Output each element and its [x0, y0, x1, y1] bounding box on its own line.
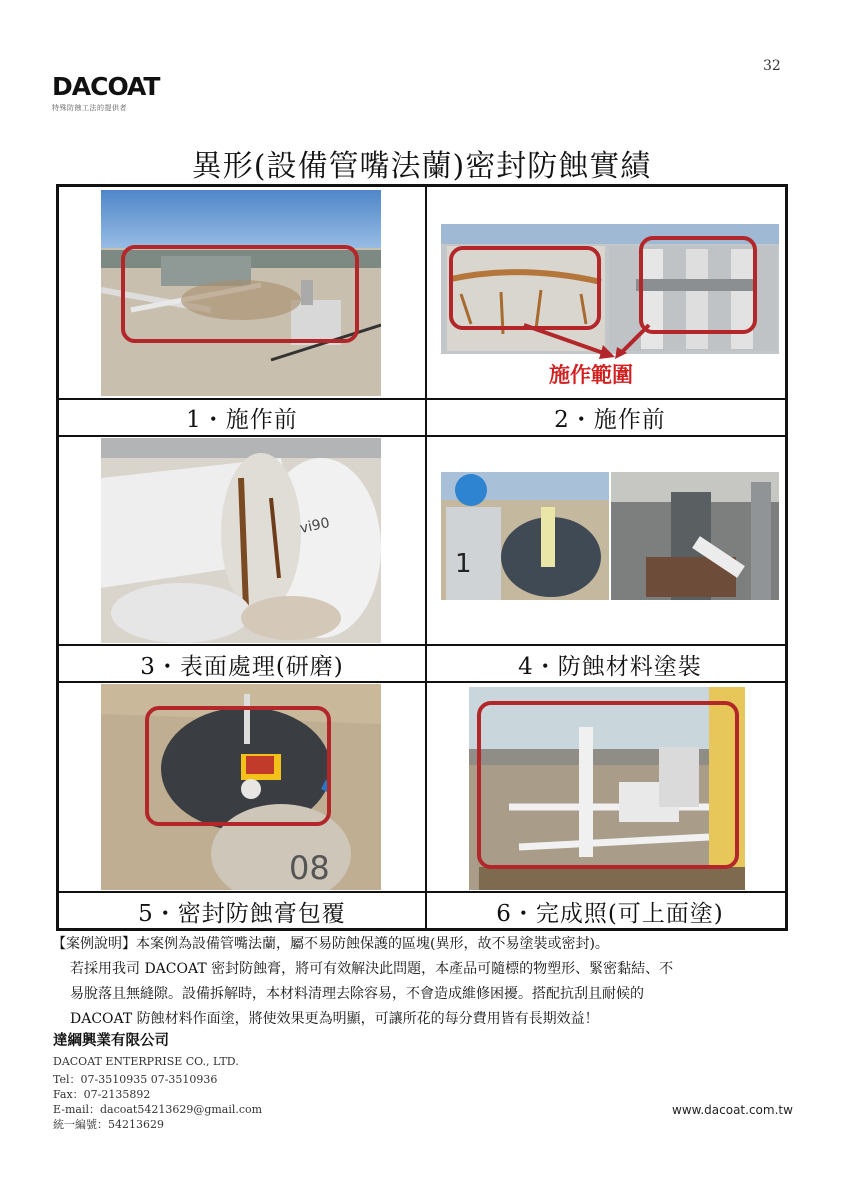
jersey-number-1: 1	[455, 549, 472, 579]
company-logo	[52, 74, 182, 113]
work-area-label: 施作範圍	[549, 362, 633, 387]
company-email: E-mail：dacoat54213629@gmail.com	[53, 1103, 263, 1116]
photo-before-1	[101, 190, 381, 396]
description-line: 【案例說明】本案例為設備管嘴法蘭，屬不易防蝕保護的區塊(異形，故不易塗裝或密封)。	[52, 936, 609, 952]
description-line: DACOAT 防蝕材料作面塗，將使效果更為明顯，可讓所花的每分費用皆有長期效益！	[70, 1011, 599, 1027]
company-name-zh: 達綱興業有限公司	[53, 1033, 169, 1049]
description-line: 易脫落且無縫隙。設備拆解時，本材料清理去除容易，不會造成維修困擾。搭配抗刮且耐候的	[70, 986, 644, 1002]
jersey-number-08: 08	[289, 849, 330, 887]
caption-6: 6・完成照(可上面塗)	[496, 901, 724, 927]
caption-4: 4・防蝕材料塗裝	[518, 654, 702, 680]
company-fax: Fax：07-2135892	[53, 1088, 151, 1101]
caption-2: 2・施作前	[554, 407, 666, 433]
photo-coating	[441, 472, 779, 600]
company-tel: Tel：07-3510935 07-3510936	[53, 1073, 218, 1086]
company-name-en: DACOAT ENTERPRISE CO., LTD.	[53, 1055, 239, 1068]
company-tax-id: 統一編號：54213629	[53, 1118, 164, 1131]
company-info	[53, 1029, 262, 1132]
description-line: 若採用我司 DACOAT 密封防蝕膏，將可有效解決此問題，本產品可隨標的物塑形、緊密黏結、不	[70, 961, 674, 977]
case-description	[52, 932, 792, 1032]
page-number: 32	[763, 58, 781, 74]
caption-3: 3・表面處理(研磨)	[140, 654, 344, 680]
logo-tagline: 特殊防蝕工法的提供者	[52, 104, 127, 112]
logo-wordmark: DACOAT	[52, 72, 160, 101]
photo-grid	[56, 184, 788, 931]
website-link[interactable]: www.dacoat.com.tw	[672, 1103, 793, 1117]
photo-surface-grinding	[101, 438, 381, 643]
caption-5: 5・密封防蝕膏包覆	[138, 901, 346, 927]
caption-1: 1・施作前	[186, 407, 298, 433]
photo-completed	[469, 687, 745, 890]
photo-sealing-paste	[101, 684, 381, 890]
svg-text:vi90: vi90	[298, 515, 332, 537]
page-title: 異形(設備管嘴法蘭)密封防蝕實績	[191, 149, 652, 184]
